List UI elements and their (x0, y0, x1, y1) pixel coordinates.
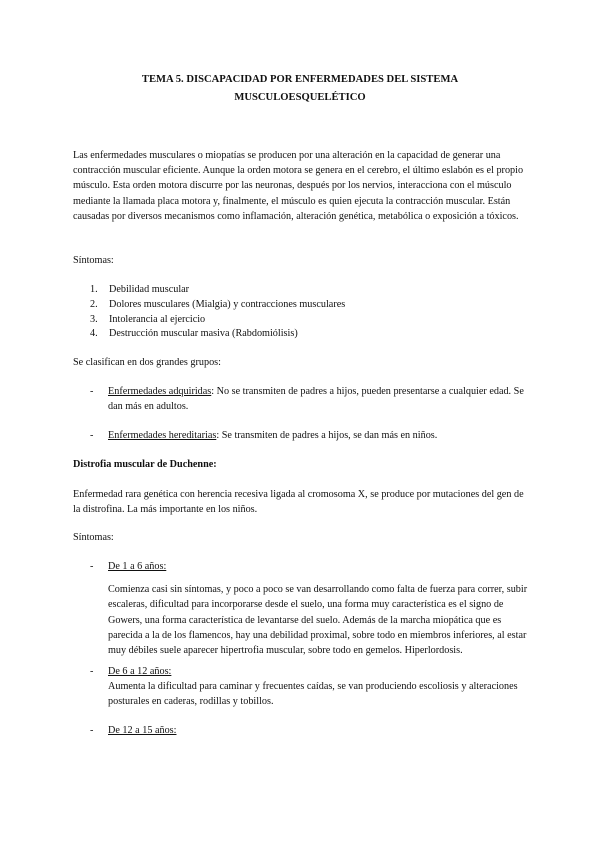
list-item (90, 723, 528, 738)
list-item (90, 428, 528, 443)
intro-paragraph: Las enfermedades musculares o miopatías se producen por una alteración en la capacidad de generar una contracción muscular eficiente. Aunque la orden motora se genera en el cerebro, el último eslabón es el propio músculo. Esta orden motora discurre por las neuronas, después por los nervios, interacciona con el músculo mediante la llamada placa motora y, finalmente, el músculo es quien ejecuta la contracción muscular. Están causadas por diversos mecanismos como inflamación, alteración genética, metabólica o exposición a tóxicos. (73, 150, 524, 222)
group-term: Enfermedades hereditarias (108, 430, 217, 441)
group-term: Enfermedades adquiridas (108, 386, 212, 397)
list-item (90, 326, 520, 341)
duchenne-description: Enfermedad rara genética con herencia recesiva ligada al cromosoma X, se produce por mutaciones del gen de la distrofina. La más importante en los niños. (73, 489, 524, 516)
symptoms-list (90, 282, 520, 341)
list-item (90, 664, 528, 710)
bullet-dash: - (90, 725, 94, 736)
list-item (90, 282, 520, 297)
bullet-dash: - (90, 430, 94, 441)
list-item (90, 312, 520, 327)
list-text: Dolores musculares (Mialgia) y contracciones musculares (109, 298, 346, 310)
list-number: 1. (90, 284, 98, 295)
section-heading: Distrofia muscular de Duchenne: (73, 459, 217, 470)
group-text: : No se transmiten de padres a hijos, pueden presentarse a cualquier edad. Se dan más en adultos. (108, 386, 524, 413)
symptoms-label: Síntomas: (73, 255, 114, 266)
bullet-dash: - (90, 386, 94, 397)
list-number: 2. (90, 298, 98, 310)
list-item (90, 559, 528, 658)
stage-label: De 1 a 6 años: (108, 561, 167, 572)
list-item (90, 384, 528, 414)
stage-text: Comienza casi sin síntomas, y poco a poco se van desarrollando como falta de fuerza para correr, subir escaleras, dificultad para incorporarse desde el suelo, una forma muy característica es el signo de Gowers, una forma característica de levantarse del suelo. Además de la marcha miopática que es parecida a la de los flamencos, hay una debilidad proximal, sobre todo en miembros inferiores, al estar muy débiles suele aparecer hipertrofia muscular, sobre todo en gemelos. Hiperlordosis. (108, 584, 528, 657)
list-text: Intolerancia al ejercicio (109, 313, 206, 325)
bullet-dash: - (90, 666, 94, 677)
list-item (90, 297, 520, 312)
duchenne-symptoms-label: Síntomas: (73, 532, 114, 543)
list-number: 4. (90, 328, 98, 340)
list-number: 3. (90, 313, 98, 325)
bullet-dash: - (90, 561, 94, 572)
page-title (72, 71, 528, 107)
group-text: : Se transmiten de padres a hijos, se dan más en niños. (216, 430, 438, 441)
stage-label: De 6 a 12 años: (108, 666, 172, 677)
stage-label: De 12 a 15 años: (108, 725, 177, 736)
groups-label: Se clasifican en dos grandes grupos: (73, 357, 221, 368)
stage-text: Aumenta la dificultad para caminar y frecuentes caídas, se van produciendo escoliosis y alteraciones posturales en caderas, rodillas y tobillos. (108, 681, 518, 708)
list-text: Destrucción muscular masiva (Rabdomiólisis) (109, 328, 298, 340)
list-text: Debilidad muscular (109, 284, 190, 295)
title-line-1: TEMA 5. DISCAPACIDAD POR ENFERMEDADES DEL SISTEMA (141, 74, 459, 85)
title-line-2: MUSCULOESQUELÉTICO (234, 92, 366, 103)
